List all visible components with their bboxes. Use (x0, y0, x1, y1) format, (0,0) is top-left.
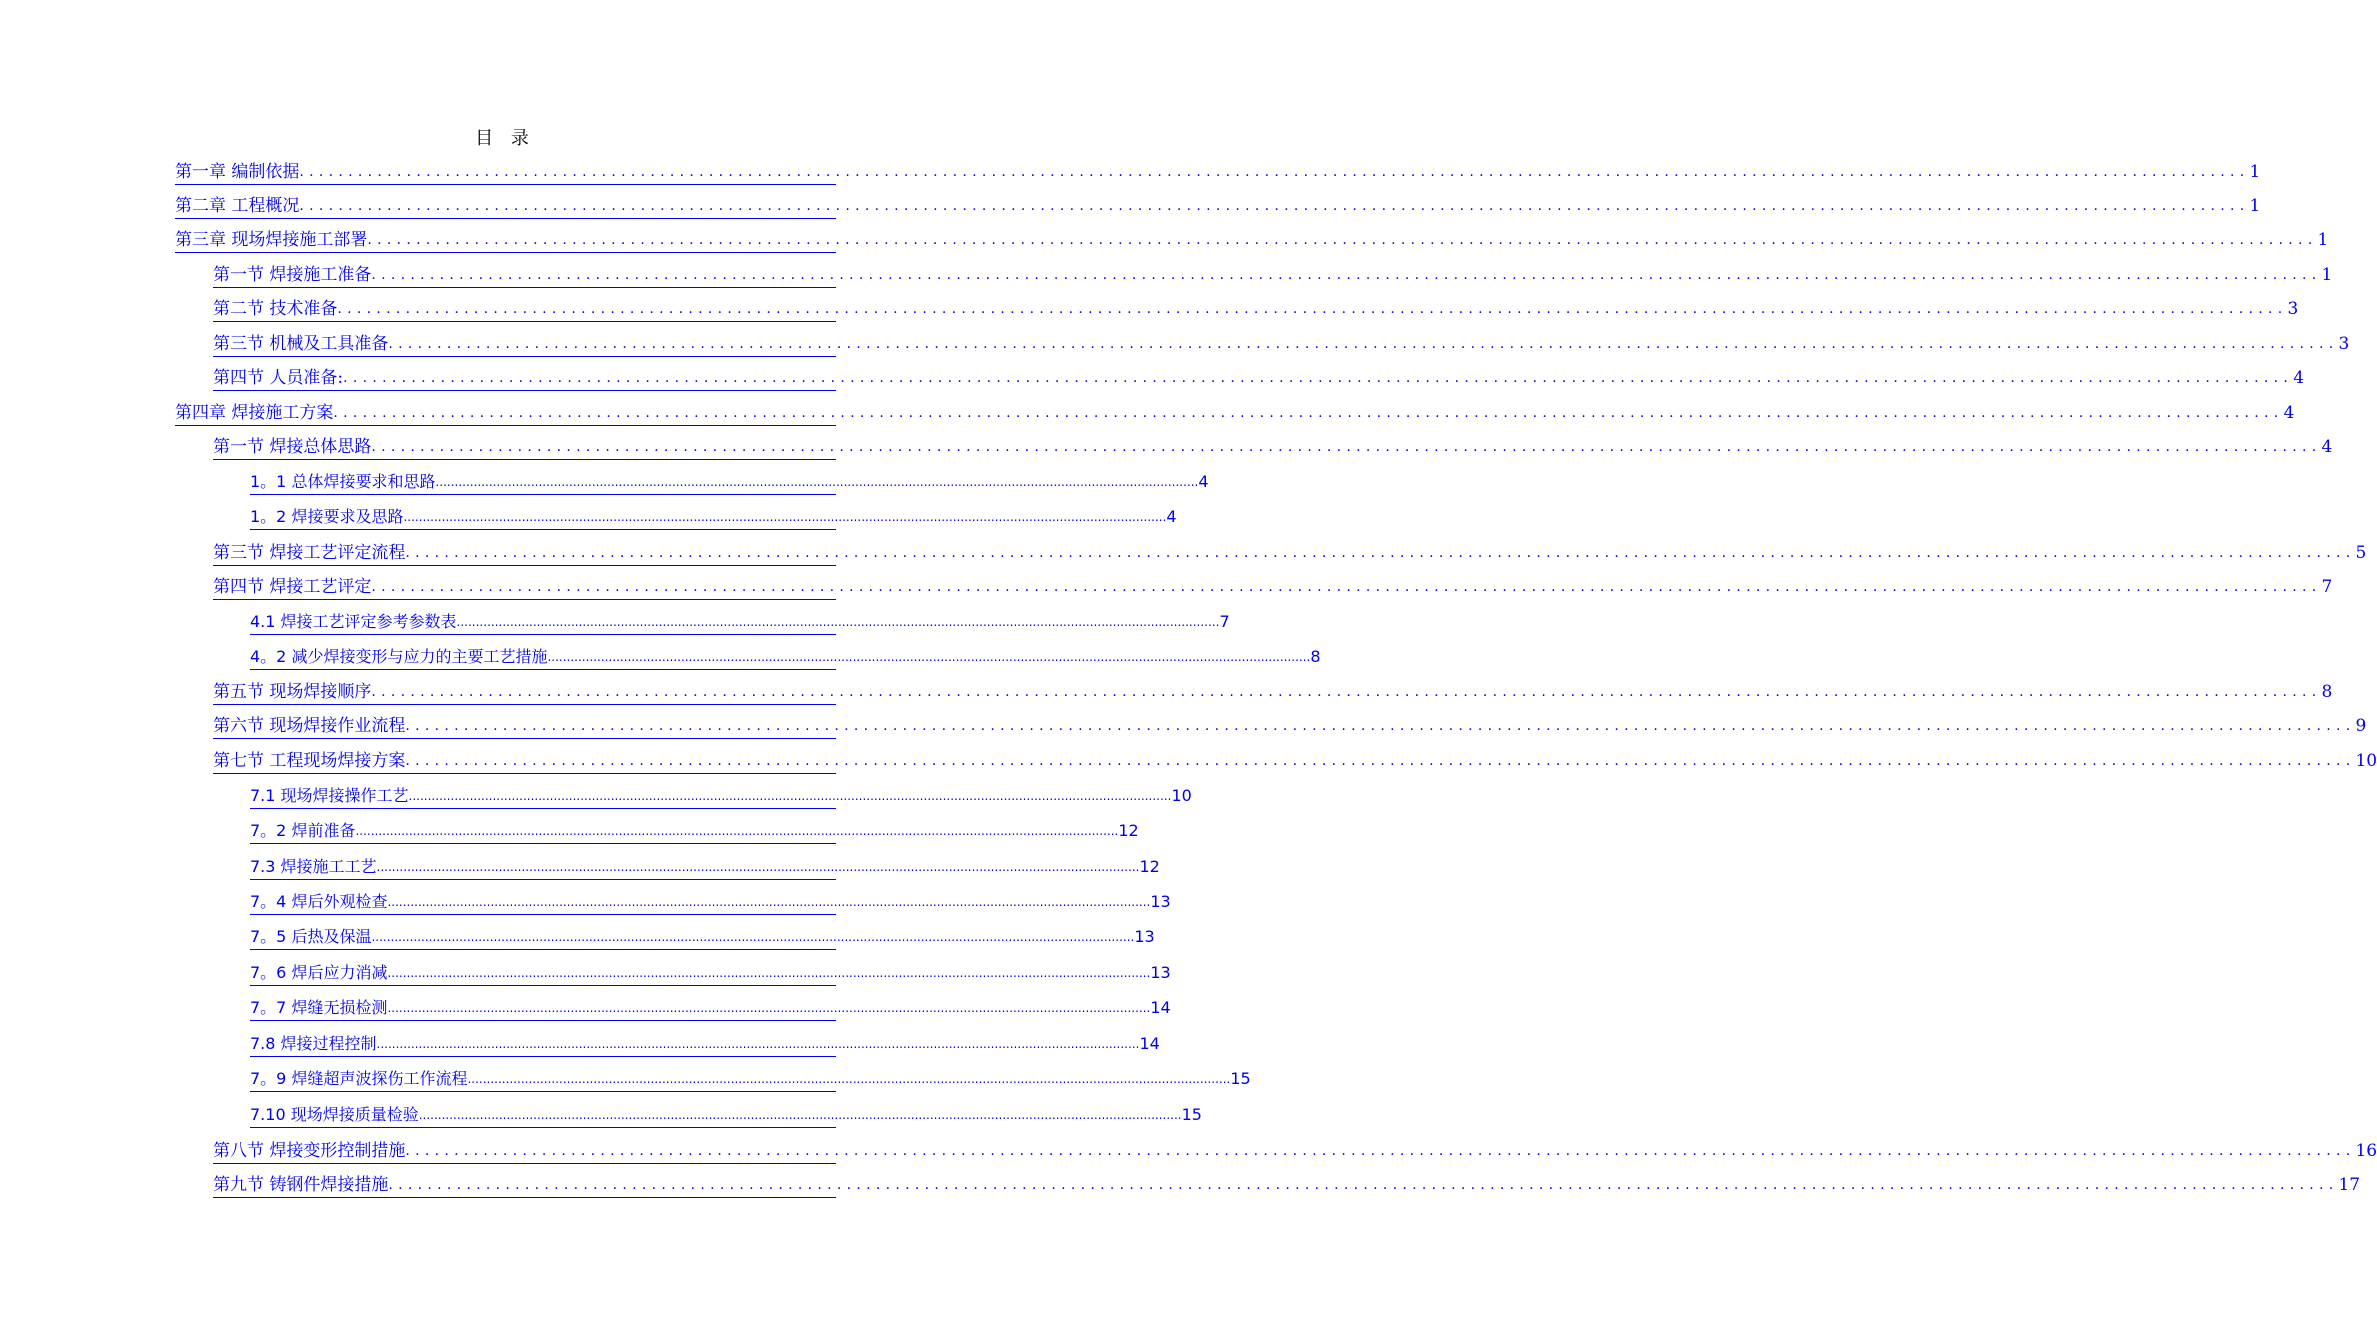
toc-leader-dots: ........................................................................................................................................................................................................ (387, 966, 1151, 980)
toc-leader-dots: ........................................................................................................................................................................................................ (403, 510, 1167, 524)
toc-entry-label: 7。2 焊前准备 (250, 821, 356, 840)
toc-page-number: 14 (1150, 998, 1171, 1017)
toc-page-number: 4 (1198, 472, 1209, 491)
toc-entry[interactable] (250, 925, 1155, 950)
toc-page-number: 1 (2249, 196, 2261, 216)
toc-entry[interactable] (250, 855, 1160, 880)
toc-page-number: 1 (2317, 230, 2329, 250)
toc-page-number: 13 (1150, 892, 1171, 911)
toc-leader-dots: ........................................................................................................................................................................................................ (405, 1143, 2356, 1159)
toc-leader-dots: ........................................................................................................................................................................................................ (299, 164, 2250, 180)
toc-entry-label: 第三章 现场焊接施工部署 (175, 230, 368, 250)
toc-page-number: 4 (2293, 368, 2305, 388)
toc-leader-dots: ........................................................................................................................................................................................................ (355, 824, 1119, 838)
toc-entry[interactable] (175, 228, 2329, 253)
toc-entry-label: 第四章 焊接施工方案 (175, 403, 334, 423)
toc-entry[interactable] (213, 297, 2299, 322)
toc-page-number: 12 (1118, 821, 1139, 840)
toc-entry[interactable] (213, 714, 2367, 739)
toc-page-number: 10 (2355, 751, 2377, 771)
toc-entry[interactable] (250, 961, 1171, 986)
toc-page-number: 16 (2355, 1141, 2377, 1161)
toc-entry-label: 7.10 现场焊接质量检验 (250, 1105, 419, 1124)
toc-entry-label: 第六节 现场焊接作业流程 (213, 716, 406, 736)
toc-entry[interactable] (175, 194, 2261, 219)
toc-page-number: 12 (1139, 857, 1160, 876)
toc-entry-label: 7.1 现场焊接操作工艺 (250, 786, 409, 805)
toc-leader-dots: ........................................................................................................................................................................................................ (408, 789, 1172, 803)
toc-leader-dots: ........................................................................................................................................................................................................ (343, 370, 2294, 386)
toc-page-number: 7 (1219, 612, 1230, 631)
toc-entry-label: 第一节 焊接总体思路 (213, 437, 372, 457)
toc-leader-dots: ........................................................................................................................................................................................................ (435, 475, 1199, 489)
toc-leader-dots: ........................................................................................................................................................................................................ (388, 336, 2339, 352)
toc-entry[interactable] (213, 1173, 2361, 1198)
toc-page-number: 3 (2338, 334, 2350, 354)
toc-entry-label: 第一章 编制依据 (175, 162, 300, 182)
toc-leader-dots: ........................................................................................................................................................................................................ (547, 650, 1311, 664)
toc-page-number: 10 (1171, 786, 1192, 805)
toc-entry-label: 7。6 焊后应力消减 (250, 963, 388, 982)
toc-page-number: 4 (1166, 507, 1177, 526)
toc-entry[interactable] (250, 470, 1209, 495)
toc-leader-dots: ........................................................................................................................................................................................................ (367, 232, 2318, 248)
toc-page-number: 9 (2355, 716, 2367, 736)
toc-entry[interactable] (250, 890, 1171, 915)
toc-leader-dots: ........................................................................................................................................................................................................ (371, 267, 2322, 283)
toc-entry[interactable] (250, 610, 1230, 635)
toc-entry[interactable] (250, 1032, 1160, 1057)
toc-entry-label: 1。1 总体焊接要求和思路 (250, 472, 436, 491)
toc-entry-label: 第九节 铸钢件焊接措施 (213, 1175, 389, 1195)
toc-entry-label: 4.1 焊接工艺评定参考参数表 (250, 612, 457, 631)
toc-entry[interactable] (175, 160, 2261, 185)
toc-leader-dots: ........................................................................................................................................................................................................ (456, 615, 1220, 629)
toc-leader-dots: ........................................................................................................................................................................................................ (387, 895, 1151, 909)
toc-entry-label: 第七节 工程现场焊接方案 (213, 751, 406, 771)
toc-entry[interactable] (213, 366, 2305, 391)
toc-page-number: 8 (1310, 647, 1321, 666)
toc-leader-dots: ........................................................................................................................................................................................................ (405, 718, 2356, 734)
toc-entry-label: 第四节 人员准备: (213, 368, 344, 388)
toc-leader-dots: ........................................................................................................................................................................................................ (371, 930, 1135, 944)
toc-page-number: 15 (1230, 1069, 1251, 1088)
toc-entry-label: 7。7 焊缝无损检测 (250, 998, 388, 1017)
toc-leader-dots: ........................................................................................................................................................................................................ (376, 860, 1140, 874)
toc-entry[interactable] (213, 541, 2367, 566)
toc-entry-label: 第二节 技术准备 (213, 299, 338, 319)
toc-entry-label: 7。9 焊缝超声波探伤工作流程 (250, 1069, 468, 1088)
toc-entry[interactable] (213, 749, 2377, 774)
toc-leader-dots: ........................................................................................................................................................................................................ (371, 684, 2322, 700)
toc-entry[interactable] (213, 263, 2333, 288)
toc-entry[interactable] (250, 505, 1177, 530)
toc-page-number: 1 (2249, 162, 2261, 182)
toc-page-number: 1 (2321, 265, 2333, 285)
toc-entry-label: 7.8 焊接过程控制 (250, 1034, 377, 1053)
toc-page-number: 14 (1139, 1034, 1160, 1053)
toc-entry[interactable] (213, 680, 2333, 705)
toc-page-number: 4 (2283, 403, 2295, 423)
toc-entry-label: 第一节 焊接施工准备 (213, 265, 372, 285)
toc-page-number: 13 (1134, 927, 1155, 946)
toc-page-number: 15 (1181, 1105, 1202, 1124)
toc-entry[interactable] (213, 435, 2333, 460)
toc-entry-label: 第三节 机械及工具准备 (213, 334, 389, 354)
toc-leader-dots: ........................................................................................................................................................................................................ (418, 1108, 1182, 1122)
toc-leader-dots: ........................................................................................................................................................................................................ (371, 579, 2322, 595)
toc-entry-label: 7。5 后热及保温 (250, 927, 372, 946)
toc-leader-dots: ........................................................................................................................................................................................................ (388, 1177, 2339, 1193)
toc-entry[interactable] (213, 575, 2333, 600)
toc-leader-dots: ........................................................................................................................................................................................................ (376, 1037, 1140, 1051)
toc-page-number: 3 (2287, 299, 2299, 319)
toc-entry-label: 第四节 焊接工艺评定 (213, 577, 372, 597)
toc-page-number: 7 (2321, 577, 2333, 597)
toc-title: 目 录 (475, 128, 535, 149)
toc-page-number: 13 (1150, 963, 1171, 982)
toc-page-number: 17 (2338, 1175, 2361, 1195)
toc-leader-dots: ........................................................................................................................................................................................................ (337, 301, 2288, 317)
toc-leader-dots: ........................................................................................................................................................................................................ (371, 439, 2322, 455)
toc-entry[interactable] (250, 784, 1192, 809)
toc-leader-dots: ........................................................................................................................................................................................................ (299, 198, 2250, 214)
toc-page-number: 8 (2321, 682, 2333, 702)
toc-entry[interactable] (250, 645, 1321, 670)
toc-entry[interactable] (250, 1103, 1202, 1128)
toc-entry[interactable] (213, 1139, 2377, 1164)
toc-entry-label: 第五节 现场焊接顺序 (213, 682, 372, 702)
toc-entry-label: 1。2 焊接要求及思路 (250, 507, 404, 526)
toc-entry[interactable] (250, 1067, 1251, 1092)
toc-leader-dots: ........................................................................................................................................................................................................ (387, 1001, 1151, 1015)
toc-entry[interactable] (250, 996, 1171, 1021)
toc-leader-dots: ........................................................................................................................................................................................................ (405, 753, 2356, 769)
toc-leader-dots: ........................................................................................................................................................................................................ (467, 1072, 1231, 1086)
toc-leader-dots: ........................................................................................................................................................................................................ (333, 405, 2284, 421)
toc-leader-dots: ........................................................................................................................................................................................................ (405, 545, 2356, 561)
toc-entry[interactable] (213, 332, 2350, 357)
toc-entry-label: 7。4 焊后外观检查 (250, 892, 388, 911)
toc-entry-label: 7.3 焊接施工工艺 (250, 857, 377, 876)
toc-entry-label: 第八节 焊接变形控制措施 (213, 1141, 406, 1161)
toc-entry[interactable] (175, 401, 2295, 426)
toc-entry-label: 第三节 焊接工艺评定流程 (213, 543, 406, 563)
toc-page-number: 4 (2321, 437, 2333, 457)
toc-page-number: 5 (2355, 543, 2367, 563)
toc-entry[interactable] (250, 819, 1139, 844)
toc-entry-label: 第二章 工程概况 (175, 196, 300, 216)
toc-entry-label: 4。2 减少焊接变形与应力的主要工艺措施 (250, 647, 548, 666)
